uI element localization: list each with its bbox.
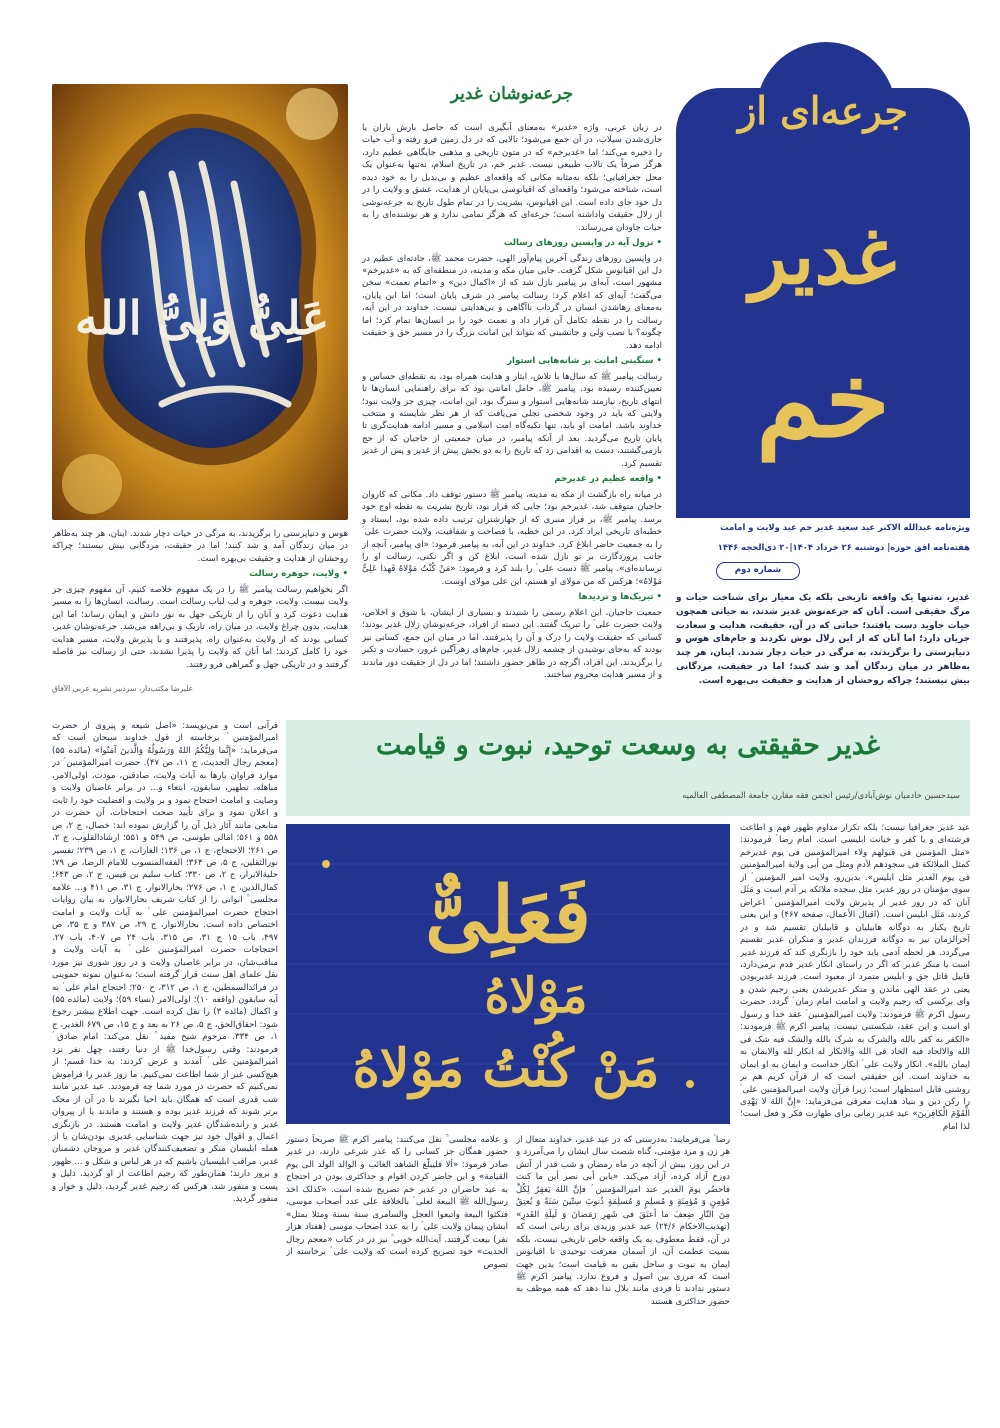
poster-text-fali: فَعَلِیٌّ <box>425 870 591 961</box>
calligraphy-caption: عَلِیٌّ وَلِیُّ الله <box>74 291 330 345</box>
paragraph: هوس و دنیاپرستی را برگزیدند، به مرگی در حیات دچار شدند. اینان، هر چند به‌ظاهر در میان زندگان آمد و شد کنند؛ اما در حقیقت، مردگانی بیش نیستند؛ چراکه روحشان از هدایت و حقیقت بی‌بهره است. <box>52 529 348 564</box>
paragraph: جمعیت حاجیان، این اعلام رسمی را شنیدند و بسیاری از ایشان، با شوق و اخلاص، ولایت حضرت علی ؑ را تبریک گفتند. این دسته از افراد، جرعه‌نوشان زلال غدیر بودند؛ کسانی که حقیقت ولایت را درک و آن را پذیرفتند. اما در میان این جمع، کسانی نیز بودند که به‌جای نوشیدن از چشمه زلال غدیر، جام‌های زهرآگین غرور، حسادت و تکبر را برگزیدند. این افراد، اگرچه در ظاهر حضور داشتند؛ اما در دل از حقیقت دور ماندند و از مسیر هدایت محروم ساختند. <box>362 607 662 681</box>
bottom-article-column-mid-2: و علامه مجلسی ؒ نقل می‌کنند: پیامبر اکرم ﷺ صریحاً دستور حضور همگان جز کسانی را که عذر شرعی دارند، در غدیر صادر فرمود: «ألا فلیبلّغ الشاهد الغائب و الوالد الولد الی یوم القیامة» و این حاضر کردن اقوام و حداکثری بودن در احتجاج به عید حاضران در غدیر خم تصریح شده است. «کذلک اخذ رسول‌الله ﷺ البیعة لعلی ؑ بالخلافة علی عدد أصحاب موسی، فنکثوا البیعة واتبعوا العجل والسامری سنة بسنة ومثلا بمثل» ایشان پیمان ولایت علی ؑ را به عدد اصحاب موسی (هفتاد هزار نفر) بیعت گرفتند. آیت‌الله خویی ؒ نیز در در کتاب «معجم رجال الحدیث» خود تصریح کرده است که ولایت علی ؑ برخاسته از نصوص <box>286 1135 508 1270</box>
paragraph: اگر بخواهیم رسالت پیامبر ﷺ را در یک مفهوم خلاصه کنیم، آن مفهوم چیزی جز ولایت نیست. ولایت، جوهره و لب لباب رسالت است. رسالت، انسان‌ها را به مسیر هدایت دعوت کرد و آنان را از تاریکی جهل به نور دانش و ایمان رساند؛ اما این هدایت، بدون چراغ ولایت، در میان راه، تاریک و بی‌راهه می‌شد. جرعه‌نوشان غدیر، کسانی بودند که از ولایت به‌عنوان راه، پذیرفتند و با پذیرش ولایت، مسیر هدایت خود را کامل کردند؛ اما آنان که ولایت را پذیرا نشدند، حتی از رسالت نیز فاصله گرفتند و در تاریکی جهل و گمراهی فرو رفتند. <box>52 584 348 670</box>
banner-word-ghadir: غدیر <box>749 211 897 302</box>
banner-kicker: جرعه‌ای از <box>738 88 908 133</box>
top-article-title: جرعه‌نوشان غدیر <box>450 84 574 104</box>
bottom-article-column-left: قرآنی است و می‌نویسد: «اصل شیعه و پیروی از حضرت امیرالمؤمنین ؑ برخاسته از قول خداوند سبحان است که می‌فرماید: «إِنَّما وَلِیُّکُمُ اللهُ وَرَسُولُهُ وَالَّذینَ آمَنُوا» (مائده ۵۵) (معجم رجال الحدیث، ج ۱۱، ص ۴۷). حضرت امیرالمؤمنین ؑ در موارد فراوان بارها به آیات ولایت، صادقین، مودت، اولی‌الامر، مباهله، تطهیر، سابقون، ابتغاء و... در برابر غاصبان ولایت و وصایت و امامت احتجاج نمود و بر ولایت و افضلیت خود را ثابت و اعلان نمود و برای تأیید صحت احتجاجات، آن حضرت در منابعی مانند آثار ذیل آن را گزارش نموده اند: خصال، ج ۲، ص ۵۵۸ و ۵۶۱؛ امالی طوسی، ص ۵۴۹ و ۵۵۱؛ ارشادالقلوب، ج ۲، ص ۲۶۱؛ الاحتجاج، ج ۱، ص ۱۳۶؛ الغارات، ج ۱، ص ۲۳۹؛ تفسیر نورالثقلین، ج ۵، ص ۳۶۴؛ الفقه‌المنسوب للامام الرضا، ص ۷۹؛ حلیة‌الابرار، ج ۲، ص ۳۳۰؛ کتاب سلیم بن قیس، ج ۲، ص ۶۴۳؛ کمال‌الدین، ج ۱، ص ۲۷۶؛ بحارالانوار، ج ۳۱، ص ۴۱۱ و... علامه مجلسی ؒ ابوابی را از کتاب شریف بحارالانوار، به بیان روایات احتجاج حضرت امیرالمؤمنین علی ؑ به آیات ولایت و امامت اختصاص داده است. بحارالانوار، ج ۲۹، ص ۳۸۷ و ج ۳۵، ص ۴۹۷، باب ۱۵ ج ۳۱، ص ۳۱۵، باب ۲۴ ص ۴۰۷، باب ۲۷. احتجاجات حضرت امیرالمؤمنین علی ؑ به آیات ولایت و مناقب‌شان، در برابر غاصبان ولایت و در روز شوری نیز مورد نقل علمای اهل سنت قرار گرفته است؛ به‌عنوان نمونه حموینی در فرائدالسمطین، ج ۱، ص ۳۱۲، ح ۲۵۰؛ احتجاج امام علی ؑ به آیه سابقون (واقعه ۱۰)؛ اولی‌الامر (نساء ۵۹)؛ ولایت (مائده ۵۵) و اکمال (مائده ۳) را نقل کرده است. جهت اطلاع بیشتر رجوع شود: احقاق‌الحق، ج ۵، ص ۲۶ به بعد و ج ۱۵، ص ۶۷۹ الغدیر، ج ۱، ص ۳۳۴. مرحوم شیخ مفید ؒ نقل می‌کند: امام صادق ؑ فرمودند: وقتی رسول‌خدا ﷺ از دنیا رفتند، چهل نفر نزد امیرالمؤمنین علی ؑ آمدند و عرض کردند: به خدا قسم؛ از هیچ‌کسی غیر از شما اطاعت نمی‌کنیم. ما روز غدیر را فراموش نمی‌کنیم که حضرت در مورد شما چه فرمودند. عید غدیر مانند شب قدری است که همگان باید احیا بگیرند تا در آن از محک برتر شوند که فرزند غدیر بوده و هستند و ماندند یا از پیروان غدیر و رانده‌شدگان غدیر ولایت و امامت هستند. در بازنگری اعمال و اقوال خود نیز جهت شناسایی غدیری بودن‌شان یا از همله ابلیسان منکر و تضعیف‌کنندگان غدیر و مروجان دشمنان غدیر. مراقب ابلیسیان باشیم که در هر لباس و شکل و ... ظهور و بروز دارند؛ همان‌طور که رجیم اطاعت از او گردید، ذلیل و پست و منفور شد، هرکس که رجیم غدیر گردید، ذلیل و خوار و منفور گردید. <box>52 721 278 1205</box>
bottom-article-column-mid-1: رضا ؑ می‌فرمایند: به‌درستی که در عید غدیر، خداوند متعال از هر زن و مرد مؤمنی، گناه شصت سال ایشان را می‌آمرزد و در این روز، بیش از آنچه در ماه رمضان و شب قدر از آتش دوزخ آزاد کرده، آزاد می‌کند. «یابن أبی نصر أین ما کنت فاحضُر یومَ الغدیر عند امیرالمؤمنین ؑ فإنَّ اللهَ یَغفِرُ لِکُلِّ مُؤمِنٍ وَ مُؤمِنَةٍ وَ مُسلِمٍ وَ مُسلِمَةٍ ذُنوبَ سِتّینَ سَنَةً وَ یُعتِقُ مِنَ النّارِ ضِعفَ ما أعتَقَ فی شَهرِ رَمَضانَ وَ لَیلَةِ القَدرِ» (تهذیب‌الاحکام ۲۴/۶) عید غدیر وزیدی برای ربانی است که در آن، فقط معطوف به یک واقعه خاص تاریخی نیست، بلکه بسیت عظمت آن، از آسمان معرفت توحیدی تا اقیانوس ایمان به نبوت و ساحل یقین به قیامت است؛ بدین جهت است که مرزی بین اصول و فروع ندارد. پیامبر اکرم ﷺ دستور ندادند تا فردی مانند بلال ندا دهد که همه موظف به حضور حداکثری هستند <box>516 1135 730 1307</box>
poster-text-man-kuntu: مَنْ کُنْتُ مَوْلاهُ <box>352 1038 660 1099</box>
top-article-column-1 <box>362 122 662 682</box>
paragraph: در واپسین روزهای زندگی آخرین پیام‌آور الهی، حضرت محمد ﷺ، حادثه‌ای عظیم در دل این اقیانوس شکل گرفت. جایی میان مکه و مدینه، در منطقه‌ای که به «غدیرخم» مشهور است، آیه‌ای بر پیامبر نازل شد که از «اکمال دین» و «اتمام نعمت» سخن می‌گفت؛ آیه‌ای که اعلام کرد: رسالت پیامبر در شرف پایان است؛ اما این پایان، به‌معنای رهاشدن انسان در گرداب ناآگاهی و بی‌هدایتی نیست. خداوند در این آیه، رسالت را در نقطه تکامل آن قرار داد و نعمت خود را بر انسان‌ها تمام کرد؛ اما چگونه؟ با نصب ولی و جانشینی که بتواند این امانت بزرگ را در مسیر حق و حقیقت ادامه دهد. <box>362 253 662 351</box>
special-issue-line: ویژه‌نامه عیدالله الاکبر عید سعید غدیر خم عید ولایت و امامت <box>720 522 970 532</box>
bottom-article-title: غدیر حقیقتی به وسعت توحید، نبوت و قیامت <box>375 730 880 761</box>
issue-meta <box>676 518 970 584</box>
bottom-article-byline: سیدحسین خادمیان نوش‌آبادی/رئیس انجمن فقه مقارن جامعة المصطفی العالمیه <box>682 790 960 800</box>
issue-date-line: هفته‌نامه افق حوزه| دوشنبه ۲۶ خرداد ۱۴۰۴|۲۰ ذی‌الحجه ۱۴۴۶ <box>717 542 970 552</box>
section-subheading: • تبریک‌ها و تردیدها <box>578 592 662 603</box>
poster-text-mawlah: مَوْلاهُ <box>484 968 588 1024</box>
shrine-calligraphy-illustration <box>52 84 348 520</box>
shrine-calligraphy-image <box>52 84 348 520</box>
paragraph: در میانه راه بازگشت از مکه به مدینه، پیامبر ﷺ دستور توقف داد. مکانی که کاروان حاجیان متوقف شد، غدیرخم بود؛ جایی که قرار بود، تاریخ بشریت به نقطه اوج خود برسد. پیامبر ﷺ، بر فراز منبری که از جهازشتران ترتیب داده شده بود، ایستاد و خطبه‌ای تاریخی ایراد کرد. در این خطبه، با فصاحت و شفافیت، ولایت حضرت علی ؑ را به جمعیت حاضر ابلاغ کرد. خداوند در این آیه، به پیامبر فرمود: «ای پیامبر، آنچه از جانب پروردگارت بر تو نازل شده است، ابلاغ کن و اگر نکنی، رسالت او را نرسانده‌ای». پیامبر ﷺ دست علی ؑ را بلند کرد و فرمود: «مَنْ کُنْتُ مَوْلاهُ فَهذا عَلِیٌّ مَوْلاهُ»؛ هرکس که من مولای او هستم، این علی مولای اوست. <box>362 489 662 587</box>
issue-banner <box>676 88 970 518</box>
bottom-article-column-right: عید غدیر جغرافیا نیست؛ بلکه تکرار مداوم ظهور فهم و اطاعت فرشته‌ای و یا کفر و خیانت ابلیسی است. امام رضا ؑ فرمودند: «مثل المؤمنین فی قبولهم ولاء امیرالمؤمنین فی یوم غدیرخم کمثل الملائکة فی سجودهم لآدم ومثل من أبی ولایة امیرالمؤمنین فی یوم الغدیر مثل ابلیس». بدین‌رو، ولایت امیر المؤمنین ؑ از سوی مؤمنان در روز غدیر، مثل سجده ملائکه بر آدم است و مَثَل آنان که در روز غدیر از پذیرش ولایت امیرالمؤمنین ؑ اعراض کردند، مَثَل ابلیس است. (اقبال الأعمال، صفحه ۴۶۷) و این یعنی تاریخ یکبار به دوگانه هابیلیان و قابیلیان تقسیم شد و در آخرالزمان نیز به دوگانه فرزندان غدیر و منکران غدیر تقسیم می‌گردد. هر لحظه آدمی باید خود را بازنگری کند که فرزند غدیر است یا منکر غدیر که اگر در راستای انکار غدیر قدم برمی‌دارد، قابیل قاتل حق و ابلیس متمرد از معبود است. فرزند غدیربودن یعنی در عقد الهی ماندن و منکر غدیرشدن یعنی رجیم شدن و وای برکسی که رجیم ولایت و امامت امام زمان ؑ گردد. حضرت رسول اکرم ﷺ فرمودند: ولایت امیرالمؤمنین ؑ عقد خدا و رسول او است و این عقد، شکستنی نیست. پیامبر اکرم ﷺ فرمودند: «الکفر به کفر بالله والشرک به شرک بالله والشک فیه شک فی الله والالحاد فیه الحاد فی الله والانکار له انکار لله والایمان به ایمان بالله». انکار ولایت علی ؑ انکار خداست و ایمان به او ایمان به خداوند است. این حقیقتی است که از قرآن کریم هم بر روشنی قابل استظهار است؛ زیرا قرآن ولایت امیرالمؤمنین علی ؑ را رکن دین و بنیاد هدایت معرفی می‌فرماید: «إِنَّ اللهَ لا یَهْدِی الْقَوْمَ الْکافِرینَ» عید غدیر زمانی برای طهارت فکر و فعل است؛ لذا امام <box>740 823 970 1132</box>
section-subheading: • نزول آیه در واپسین روزهای رسالت <box>503 238 662 249</box>
paragraph: رسالت پیامبر ﷺ که سال‌ها با تلاش، ایثار و هدایت همراه بود، به نقطه‌ای حساس و تعیین‌کننده رسیده بود. پیامبر ﷺ، حامل امانتی بود که برای راهنمایی انسان‌ها تا انتهای تاریخ، نیازمند شانه‌هایی استوار و سترگ بود. این امانت، چیزی جز ولایت نبود؛ ولایتی که باید در وجود شخصی تجلی می‌یافت که از هر نظر شایسته و منتخب خداوند باشد. امامت او باید، تنها تکیه‌گاه امت اسلامی و مسیر ادامه هدایت‌گری تا پایان تاریخ می‌گردید. بعد از آنکه پیامبر، در میان جمعیتی از حاجیان که از حج بازمی‌گشتند، دست به اقدامی زد که تاریخ را به دو بخش پیش از غدیر و پس از غدیر تقسیم کرد. <box>362 371 662 469</box>
paragraph: در زبان عربی، واژه «غدیر» به‌معنای آبگیری است که حاصل بارش باران یا جاری‌شدن سیلاب، در آن جمع می‌شود؛ تالابی که در دل زمین فرو رفته و آب حیات را ذخیره می‌کند؛ اما «غدیرخم» که در متون تاریخی و مذهبی جایگاهی عظیم دارد، هرگز صرفاً یک تالاب طبیعی نیست. غدیر خم، در تاریخ اسلام، نه‌تنها به‌عنوان یک محل جغرافیایی؛ بلکه به‌مثابه مکانی که واقعه‌ای عظیم و بی‌بدیل را به خود دیده است، شناخته می‌شود؛ واقعه‌ای که اقیانوسی بی‌پایان از هدایت، عشق و ولایت را در دل خود جای داده است. این اقیانوس، بشریت را در تمام طول تاریخ به جرعه‌نوشی از زلال حقیقت واداشته است؛ جرعه‌ای که هرگز تمامی ندارد و هر نوشنده‌ای را به حیات جاودان می‌رساند. <box>362 123 662 233</box>
top-article-author: علیرضا مکتب‌دار، سردبیر نشریه عربی الآفاق <box>52 684 194 693</box>
issue-number-badge: شماره دوم <box>716 562 800 580</box>
section-subheading: • واقعه عظیم در غدیرخم <box>554 474 662 485</box>
ghadir-calligraphy-illustration <box>286 824 730 1124</box>
section-subheading: • سنگینی امانت بر شانه‌هایی استوار <box>507 356 662 367</box>
intro-paragraph: غدیر، نه‌تنها یک واقعه تاریخی بلکه یک معیار برای شناخت حیات و مرگ حقیقی است. آنان که جرعه‌نوش غدیر شدند، به حیاتی همچون حیات جاوید دست یافتند؛ حیاتی که در آن، حقیقت، هدایت و سعادت جریان دارد؛ اما آنان که از این زلال نوش نکردند و جام‌های هوس و دنیاپرستی را برگزیدند، به مرگی در حیات دچار شدند. اینان، هر چند به‌ظاهر در میان زندگان آمد و شد کنند؛ اما در حقیقت، مردگانی بیش نیستند؛ چراکه روحشان از هدایت و حقیقت بی‌بهره است. <box>676 593 970 686</box>
section-subheading: • ولایت، جوهره رسالت <box>249 569 348 580</box>
banner-word-khom: خم <box>756 338 890 461</box>
ghadir-calligraphy-poster <box>286 824 730 1124</box>
top-article-column-2 <box>52 528 348 678</box>
